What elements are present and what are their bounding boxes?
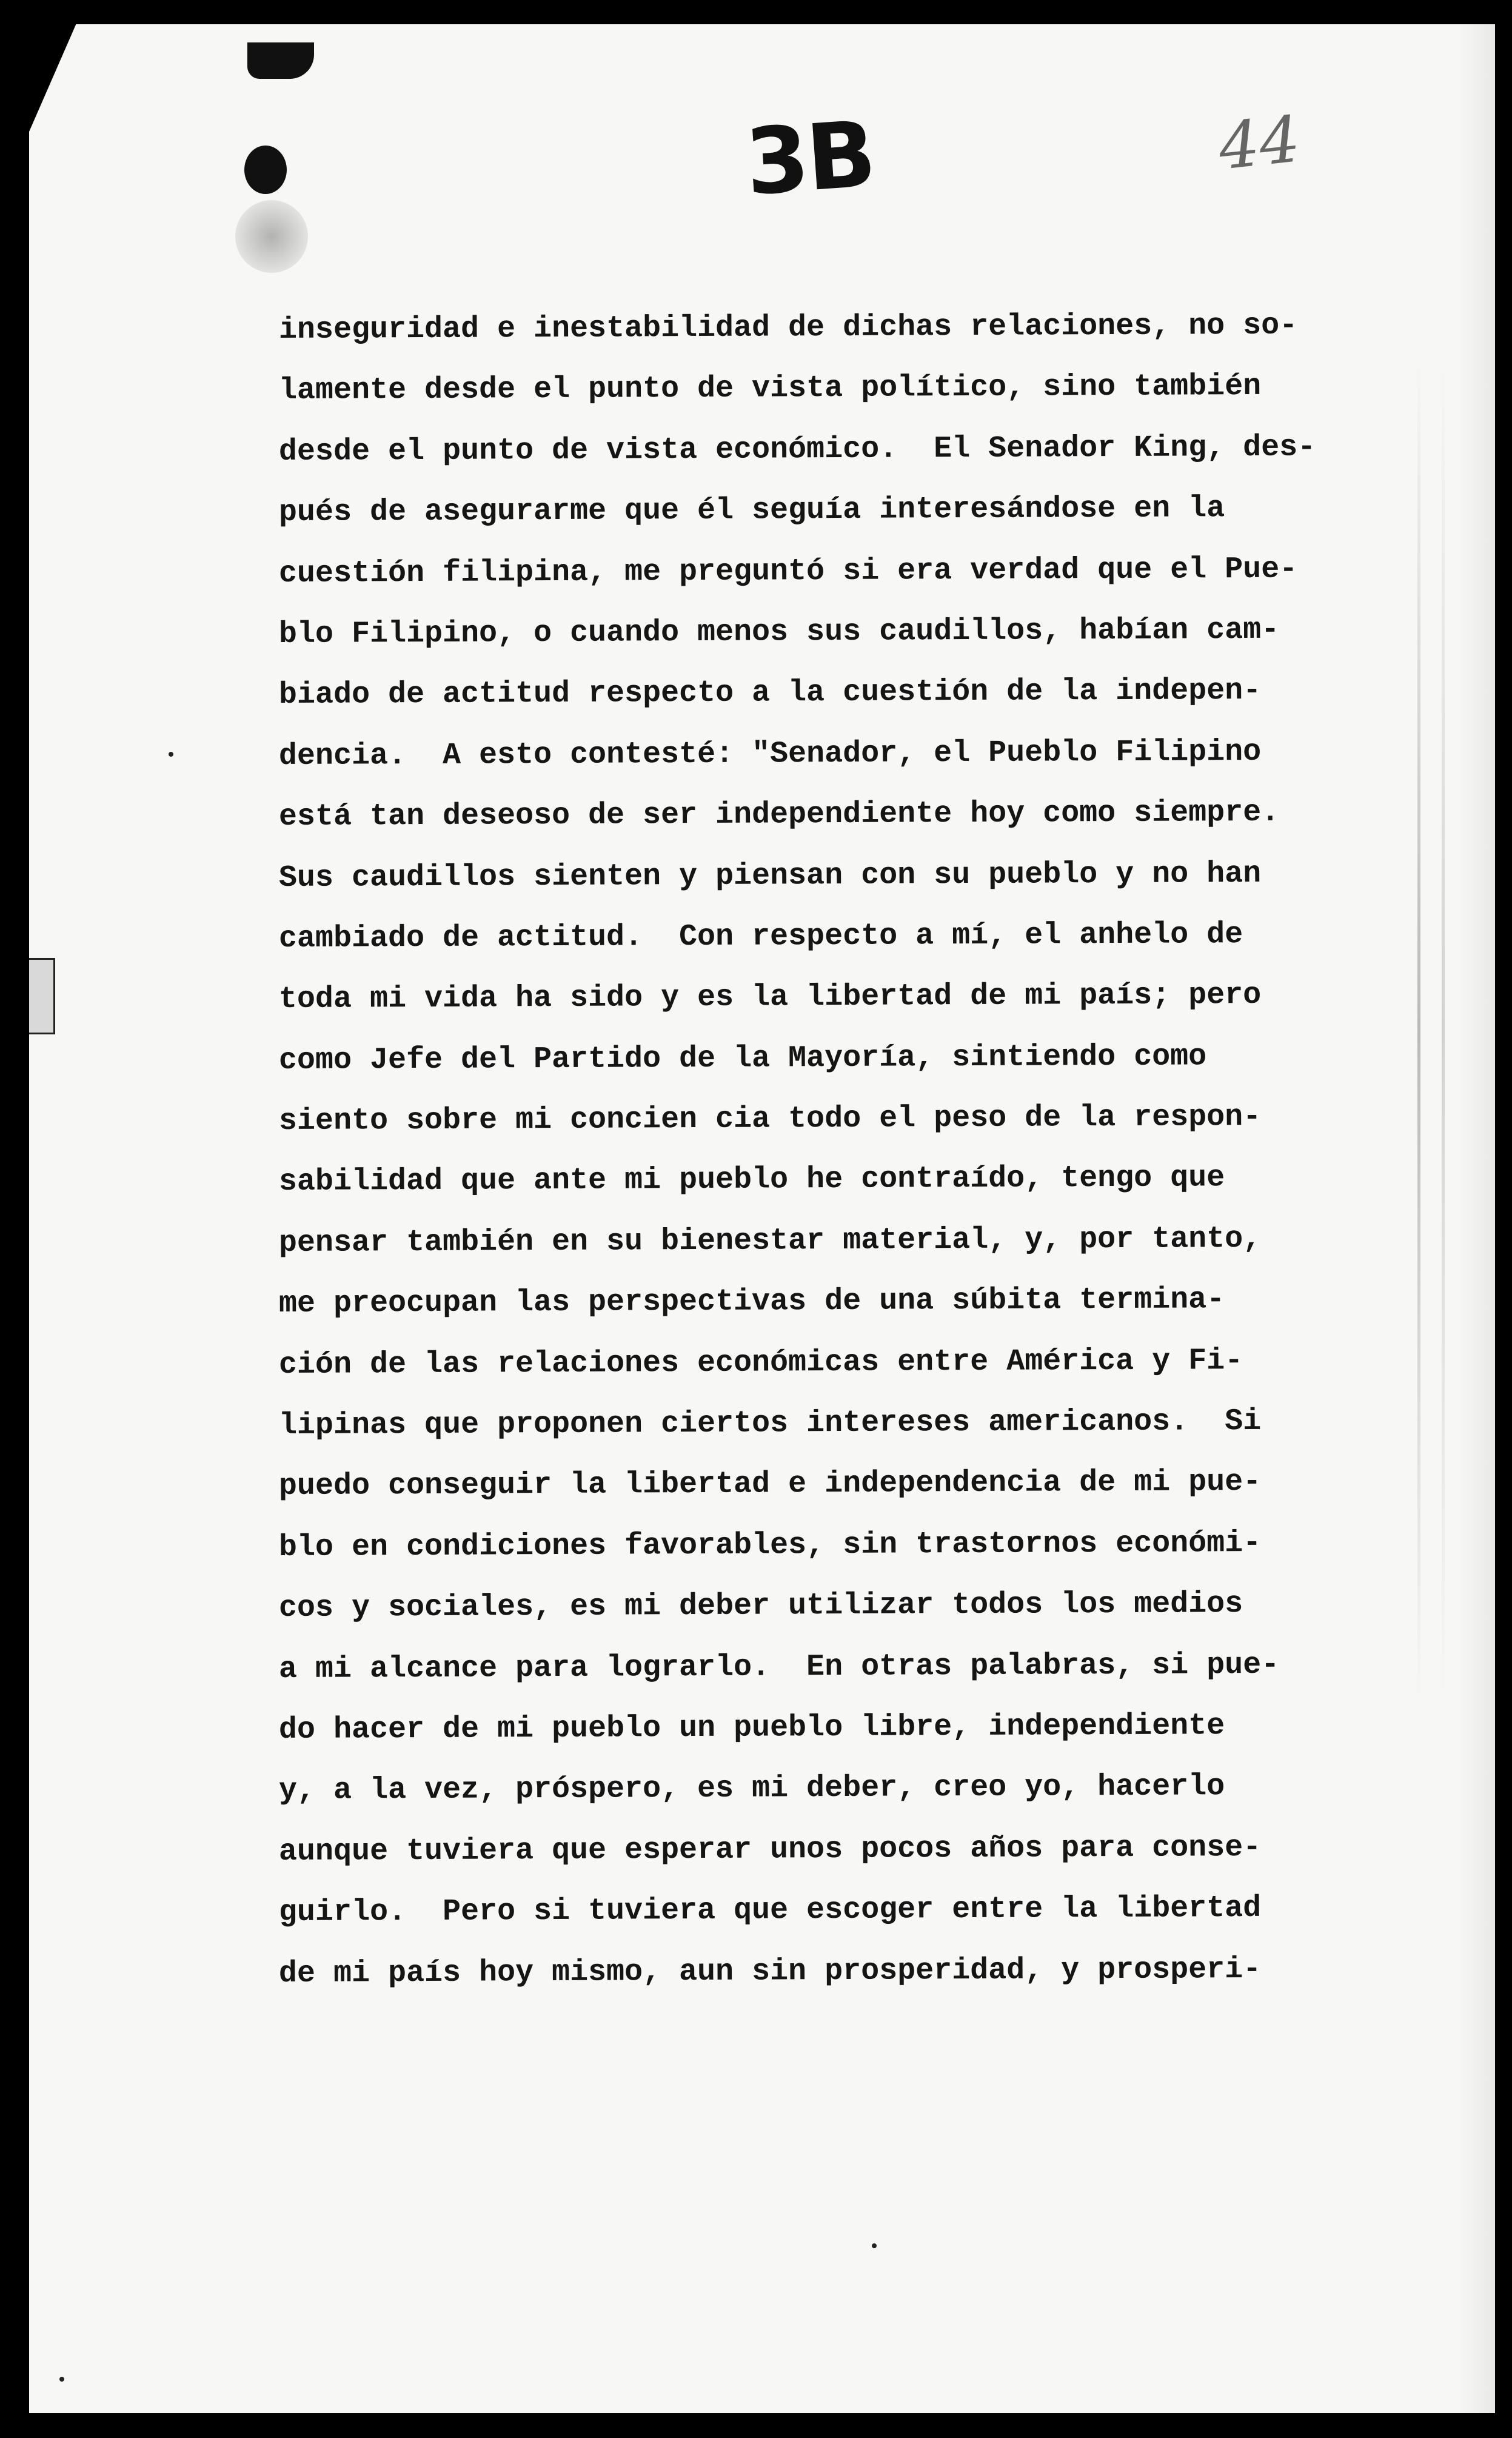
text-line: me preocupan las perspectivas de una súbita termina- (278, 1282, 1225, 1322)
text-line: pués de asegurarme que él seguía interesándose en la (278, 491, 1225, 531)
text-line: guirlo. Pero si tuviera que escoger entre la libertad (278, 1891, 1262, 1931)
text-line: dencia. A esto contesté: "Senador, el Pueblo Filipino (278, 734, 1262, 774)
text-line: de mi país hoy mismo, aun sin prosperidad, y prosperi- (278, 1952, 1262, 1991)
text-line: Sus caudillos sienten y piensan con su pueblo y no han (278, 856, 1262, 896)
text-line: do hacer de mi pueblo un pueblo libre, independiente (278, 1709, 1225, 1747)
text-line: blo en condiciones favorables, sin trastornos económi- (278, 1525, 1262, 1565)
text-line: cambiado de actitud. Con respecto a mí, el anhelo de (278, 917, 1243, 956)
text-line: sabilidad que ante mi pueblo he contraído, tengo que (278, 1160, 1225, 1200)
binding-mark (247, 42, 314, 79)
page-edge-shadow (1459, 24, 1495, 2413)
text-line: desde el punto de vista económico. El Senador King, des- (278, 430, 1316, 469)
speck (872, 2243, 877, 2248)
ink-smudge (235, 200, 308, 273)
text-line: pensar también en su bienestar material, y, por tanto, (278, 1221, 1262, 1261)
text-line: cuestión filipina, me preguntó si era verdad que el Pue- (278, 552, 1298, 591)
speck (169, 752, 173, 757)
folio-mark: 44 (1214, 101, 1303, 186)
fold-line (1442, 364, 1445, 1698)
text-line: lamente desde el punto de vista político, sino también (278, 369, 1262, 409)
text-line: ción de las relaciones económicas entre América y Fi- (278, 1343, 1243, 1382)
text-line: toda mi vida ha sido y es la libertad de mi país; pero (278, 978, 1262, 1017)
text-line: está tan deseoso de ser independiente hoy como siempre. (278, 795, 1280, 835)
text-line: aunque tuviera que esperar unos pocos años para conse- (278, 1830, 1262, 1869)
text-line: blo Filipino, o cuando menos sus caudillos, habían cam- (278, 612, 1280, 652)
text-line: y, a la vez, próspero, es mi deber, creo yo, hacerlo (278, 1769, 1225, 1809)
text-line: como Jefe del Partido de la Mayoría, sintiendo como (278, 1039, 1207, 1078)
fold-line (1417, 364, 1420, 1698)
speck (59, 2377, 64, 2382)
text-line: cos y sociales, es mi deber utilizar todos los medios (278, 1587, 1243, 1626)
text-line: a mi alcance para lograrlo. En otras palabras, si pue- (278, 1647, 1280, 1687)
page-number: 3B (742, 101, 877, 216)
paper-tab (29, 958, 55, 1034)
typed-text-body (279, 300, 1358, 2004)
text-line: inseguridad e inestabilidad de dichas relaciones, no so- (278, 308, 1298, 347)
text-line: puedo conseguir la libertad e independencia de mi pue- (278, 1465, 1262, 1504)
punch-hole (244, 146, 287, 194)
text-line: siento sobre mi concien cia todo el peso de la respon- (278, 1100, 1262, 1139)
text-line: biado de actitud respecto a la cuestión de la indepen- (278, 674, 1262, 713)
text-line: lipinas que proponen ciertos intereses americanos. Si (278, 1404, 1262, 1444)
